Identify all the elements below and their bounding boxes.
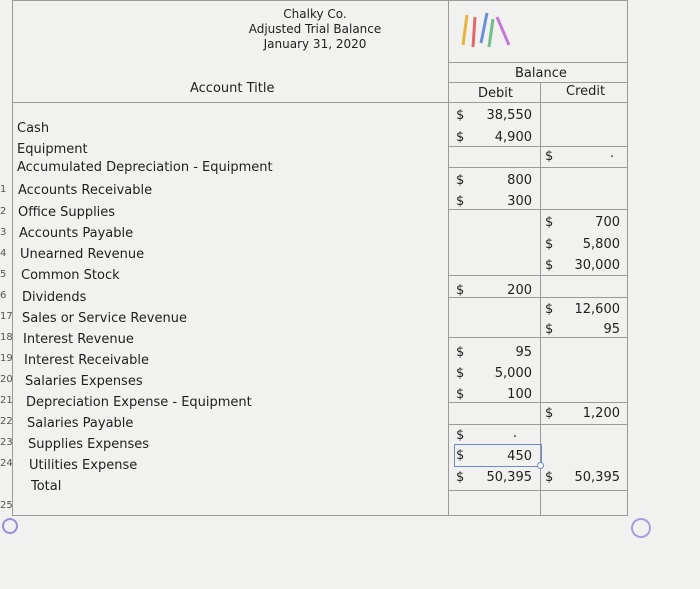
- debit-amount[interactable]: 200: [507, 283, 532, 298]
- credit-currency: $: [545, 215, 554, 230]
- row-number: 17: [0, 311, 13, 322]
- credit-total[interactable]: 50,395: [574, 470, 620, 485]
- company-name: Chalky Co.: [283, 7, 347, 21]
- row-number: 18: [0, 332, 13, 343]
- debit-currency: $: [456, 130, 465, 145]
- account-cell[interactable]: Common Stock: [21, 268, 120, 283]
- account-cell[interactable]: Office Supplies: [18, 205, 116, 220]
- debit-amount[interactable]: 300: [507, 194, 532, 209]
- debit-currency: $: [456, 345, 465, 360]
- debit-amount[interactable]: 800: [507, 173, 532, 188]
- debit-amount[interactable]: .: [512, 426, 517, 441]
- credit-amount[interactable]: 1,200: [582, 406, 620, 421]
- credit-currency: $: [545, 302, 554, 317]
- account-cell[interactable]: Salaries Expenses: [25, 374, 143, 389]
- account-cell[interactable]: Supplies Expenses: [28, 437, 150, 452]
- credit-amount[interactable]: 95: [603, 322, 620, 337]
- account-title-header: Account Title: [190, 81, 275, 96]
- debit-currency: $: [456, 470, 465, 485]
- credit-amount[interactable]: 5,800: [582, 237, 620, 252]
- debit-amount[interactable]: 5,000: [494, 366, 532, 381]
- credit-amount[interactable]: .: [609, 146, 614, 161]
- menu-circle-icon[interactable]: [2, 518, 18, 534]
- debit-amount[interactable]: 95: [515, 345, 532, 360]
- balance-header: Balance: [515, 66, 567, 81]
- account-cell[interactable]: Interest Receivable: [24, 353, 149, 368]
- account-cell[interactable]: Utilities Expense: [29, 458, 138, 473]
- debit-amount[interactable]: 450: [507, 449, 532, 464]
- debit-currency: $: [456, 428, 465, 443]
- account-cell[interactable]: Unearned Revenue: [20, 247, 145, 262]
- cell-selection[interactable]: [454, 444, 542, 467]
- debit-total[interactable]: 50,395: [486, 470, 532, 485]
- account-cell[interactable]: Sales or Service Revenue: [22, 311, 187, 326]
- row-number: 3: [0, 227, 7, 238]
- debit-amount[interactable]: 100: [507, 387, 532, 402]
- row-number: 21: [0, 395, 13, 406]
- row-number: 5: [0, 269, 7, 280]
- report-date: January 31, 2020: [263, 37, 367, 51]
- account-cell[interactable]: Cash: [17, 121, 50, 136]
- row-number: 25: [0, 500, 13, 511]
- account-cell[interactable]: Interest Revenue: [23, 332, 134, 347]
- row-number: 2: [0, 206, 7, 217]
- credit-amount[interactable]: 30,000: [574, 258, 620, 273]
- account-cell[interactable]: Accounts Receivable: [18, 183, 153, 198]
- credit-amount[interactable]: 12,600: [574, 302, 620, 317]
- debit-amount[interactable]: 38,550: [486, 108, 532, 123]
- publisher-logo-icon: [455, 5, 515, 55]
- credit-currency: $: [545, 470, 554, 485]
- credit-currency: $: [545, 406, 554, 421]
- account-cell[interactable]: Accounts Payable: [19, 226, 134, 241]
- debit-currency: $: [456, 194, 465, 209]
- account-cell[interactable]: Dividends: [22, 290, 87, 305]
- account-cell[interactable]: Accumulated Depreciation - Equipment: [17, 160, 273, 175]
- row-number: 22: [0, 416, 13, 427]
- debit-header: Debit: [478, 86, 513, 101]
- row-number: 4: [0, 248, 7, 259]
- account-cell[interactable]: Total: [31, 479, 62, 494]
- row-number: 23: [0, 437, 13, 448]
- account-cell[interactable]: Salaries Payable: [27, 416, 134, 431]
- fill-handle[interactable]: [537, 462, 544, 469]
- row-number: 1: [0, 184, 7, 195]
- credit-currency: $: [545, 258, 554, 273]
- row-number: 19: [0, 353, 13, 364]
- credit-currency: $: [545, 149, 554, 164]
- debit-currency: $: [456, 108, 465, 123]
- account-cell[interactable]: Equipment: [17, 142, 88, 157]
- debit-currency: $: [456, 173, 465, 188]
- credit-amount[interactable]: 700: [595, 215, 620, 230]
- debit-currency: $: [456, 448, 465, 463]
- debit-currency: $: [456, 366, 465, 381]
- credit-header: Credit: [566, 84, 606, 99]
- row-number: 24: [0, 458, 13, 469]
- credit-currency: $: [545, 237, 554, 252]
- row-number: 6: [0, 290, 7, 301]
- debit-currency: $: [456, 387, 465, 402]
- row-number: 20: [0, 374, 13, 385]
- account-cell[interactable]: Depreciation Expense - Equipment: [26, 395, 252, 410]
- debit-amount[interactable]: 4,900: [494, 130, 532, 145]
- credit-currency: $: [545, 322, 554, 337]
- report-title: Adjusted Trial Balance: [248, 22, 382, 36]
- debit-currency: $: [456, 283, 465, 298]
- clock-icon[interactable]: [631, 518, 651, 538]
